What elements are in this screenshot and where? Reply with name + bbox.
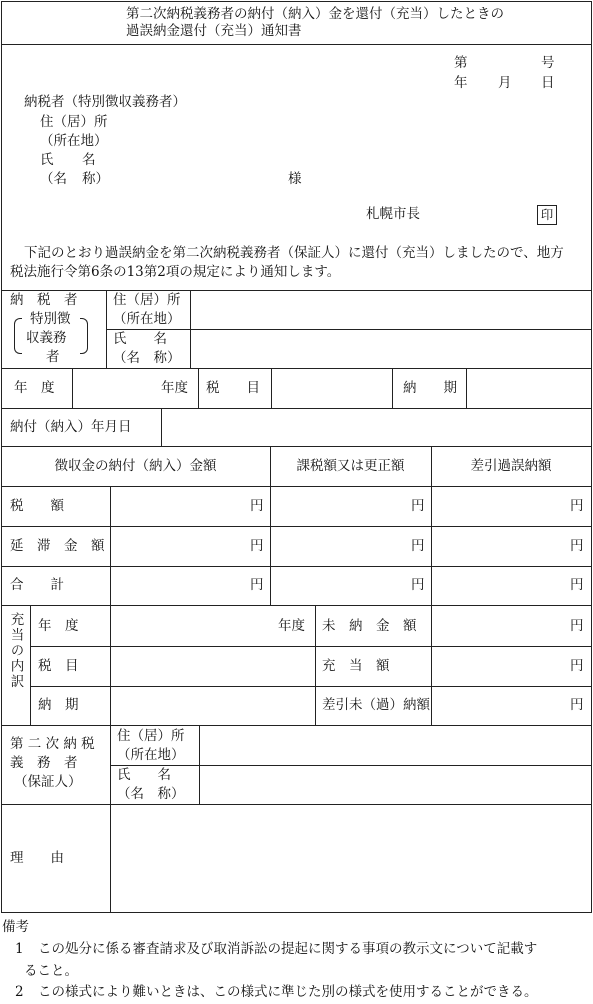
- divider: [1, 44, 592, 45]
- brace-left: [14, 318, 22, 354]
- alloc-year-suffix: 年度: [278, 618, 305, 634]
- fiscal-year-label: 年 度: [14, 380, 55, 396]
- corp-name-label-b: 称）: [82, 171, 109, 187]
- special-collector-line3: 者: [46, 349, 60, 365]
- grid-line: [110, 804, 111, 912]
- note-2-text: この様式により難いときは、この様式に準じた別の様式を使用することができる。: [38, 984, 538, 1000]
- row-label-total: 合 計: [10, 577, 64, 593]
- date-month: 月: [498, 75, 512, 91]
- secondary-obligor-line1: 第 二 次 納 税: [10, 736, 95, 752]
- grid-line: [110, 765, 592, 766]
- number-suffix: 号: [541, 55, 555, 71]
- reason-label: 理 由: [10, 850, 64, 866]
- grid-line: [431, 605, 432, 725]
- yen-unit: 円: [411, 577, 425, 593]
- grid-line: [30, 605, 31, 725]
- grid-line: [1, 486, 592, 487]
- note-2-number: 2: [15, 984, 24, 1000]
- unpaid-amount-label: 未 納 金 額: [322, 618, 417, 634]
- grid-line: [1, 446, 592, 447]
- table-location-label: （所在地）: [113, 311, 181, 327]
- note-1-line1: この処分に係る審査請求及び取消訴訟の提起に関する事項の教示文について記載す: [38, 941, 538, 957]
- form-title-line2: 過誤納金還付（充当）通知書: [126, 23, 302, 39]
- table-name-label: 氏 名: [113, 331, 167, 347]
- grid-line: [106, 329, 592, 330]
- column-header-assessed: 課税額又は更正額: [296, 458, 405, 474]
- name-label-b: 名: [82, 152, 96, 168]
- note-1-line2: ること。: [24, 963, 78, 979]
- tax-item-label: 税 目: [206, 380, 260, 396]
- column-header-paid: 徴収金の納付（納入）金額: [54, 458, 217, 474]
- yen-unit: 円: [570, 498, 584, 514]
- grid-line: [30, 686, 592, 687]
- due-period-label: 納 期: [403, 380, 457, 396]
- notice-text-line1: 下記のとおり過誤納金を第二次納税義務者（保証人）に還付（充当）しましたので、地方: [24, 245, 564, 261]
- taxpayer-cell-label: 納 税 者: [10, 292, 78, 308]
- secondary-obligor-line2: 義 務 者: [10, 755, 78, 771]
- allocated-amount-label: 充 当 額: [322, 658, 390, 674]
- table-top-rule: [1, 290, 592, 291]
- notice-text-line2: 税法施行令第6条の13第2項の規定により通知します。: [10, 264, 341, 280]
- form-title-line1: 第二次納税義務者の納付（納入）金を還付（充当）したときの: [126, 6, 504, 22]
- table-corp-name-label: （名 称）: [113, 350, 181, 366]
- date-day: 日: [541, 75, 555, 91]
- obligor-corp-name-label: （名 称）: [117, 786, 185, 802]
- grid-line: [1, 725, 592, 726]
- address-label: 住（居）所: [40, 114, 108, 130]
- row-label-delinquency: 延 滞 金 額: [10, 538, 105, 554]
- obligor-name-label: 氏 名: [117, 767, 171, 783]
- grid-line: [1, 408, 592, 409]
- row-label-tax: 税 額: [10, 498, 64, 514]
- allocation-breakdown-label: 充当の内訳: [7, 612, 24, 690]
- grid-line: [1, 566, 592, 567]
- seal-icon: 印: [537, 205, 557, 225]
- table-address-label: 住（居）所: [113, 292, 181, 308]
- grid-line: [198, 368, 199, 408]
- obligor-location-label: （所在地）: [117, 747, 185, 763]
- net-unpaid-label: 差引未（過）納額: [322, 697, 430, 713]
- fiscal-year-suffix: 年度: [161, 380, 188, 396]
- grid-line: [30, 646, 592, 647]
- yen-unit: 円: [570, 538, 584, 554]
- name-label-a: 氏: [40, 152, 54, 168]
- alloc-tax-label: 税 目: [38, 658, 79, 674]
- yen-unit: 円: [570, 697, 584, 713]
- grid-line: [271, 368, 272, 408]
- yen-unit: 円: [411, 498, 425, 514]
- number-prefix: 第: [454, 55, 468, 71]
- yen-unit: 円: [250, 498, 264, 514]
- grid-line: [392, 368, 393, 408]
- issuer-name: 札幌市長: [366, 206, 420, 222]
- grid-line: [1, 526, 592, 527]
- corp-name-label-a: （名: [40, 171, 67, 187]
- grid-line: [110, 486, 111, 605]
- date-year: 年: [454, 75, 468, 91]
- notes-heading: 備考: [2, 919, 29, 935]
- secondary-obligor-line3: （保証人）: [14, 774, 82, 790]
- honorific: 様: [288, 171, 302, 187]
- grid-line: [72, 368, 73, 408]
- alloc-year-label: 年 度: [38, 618, 79, 634]
- yen-unit: 円: [570, 577, 584, 593]
- taxpayer-label: 納税者（特別徴収義務者）: [24, 94, 186, 110]
- grid-line: [1, 804, 592, 805]
- obligor-address-label: 住（居）所: [117, 728, 185, 744]
- grid-line: [161, 408, 162, 446]
- special-collector-line2: 収義務: [26, 330, 67, 346]
- grid-line: [315, 605, 316, 725]
- alloc-due-label: 納 期: [38, 697, 79, 713]
- yen-unit: 円: [570, 658, 584, 674]
- yen-unit: 円: [411, 538, 425, 554]
- grid-line: [466, 368, 467, 408]
- grid-line: [110, 605, 111, 725]
- payment-date-label: 納付（納入）年月日: [10, 419, 132, 435]
- yen-unit: 円: [250, 538, 264, 554]
- grid-line: [1, 605, 592, 606]
- special-collector-line1: 特別徴: [30, 311, 71, 327]
- note-1-number: 1: [15, 941, 24, 957]
- brace-right: [80, 318, 88, 354]
- grid-line: [1, 368, 592, 369]
- location-label: （所在地）: [40, 133, 108, 149]
- yen-unit: 円: [570, 618, 584, 634]
- yen-unit: 円: [250, 577, 264, 593]
- column-header-difference: 差引過誤納額: [470, 458, 552, 474]
